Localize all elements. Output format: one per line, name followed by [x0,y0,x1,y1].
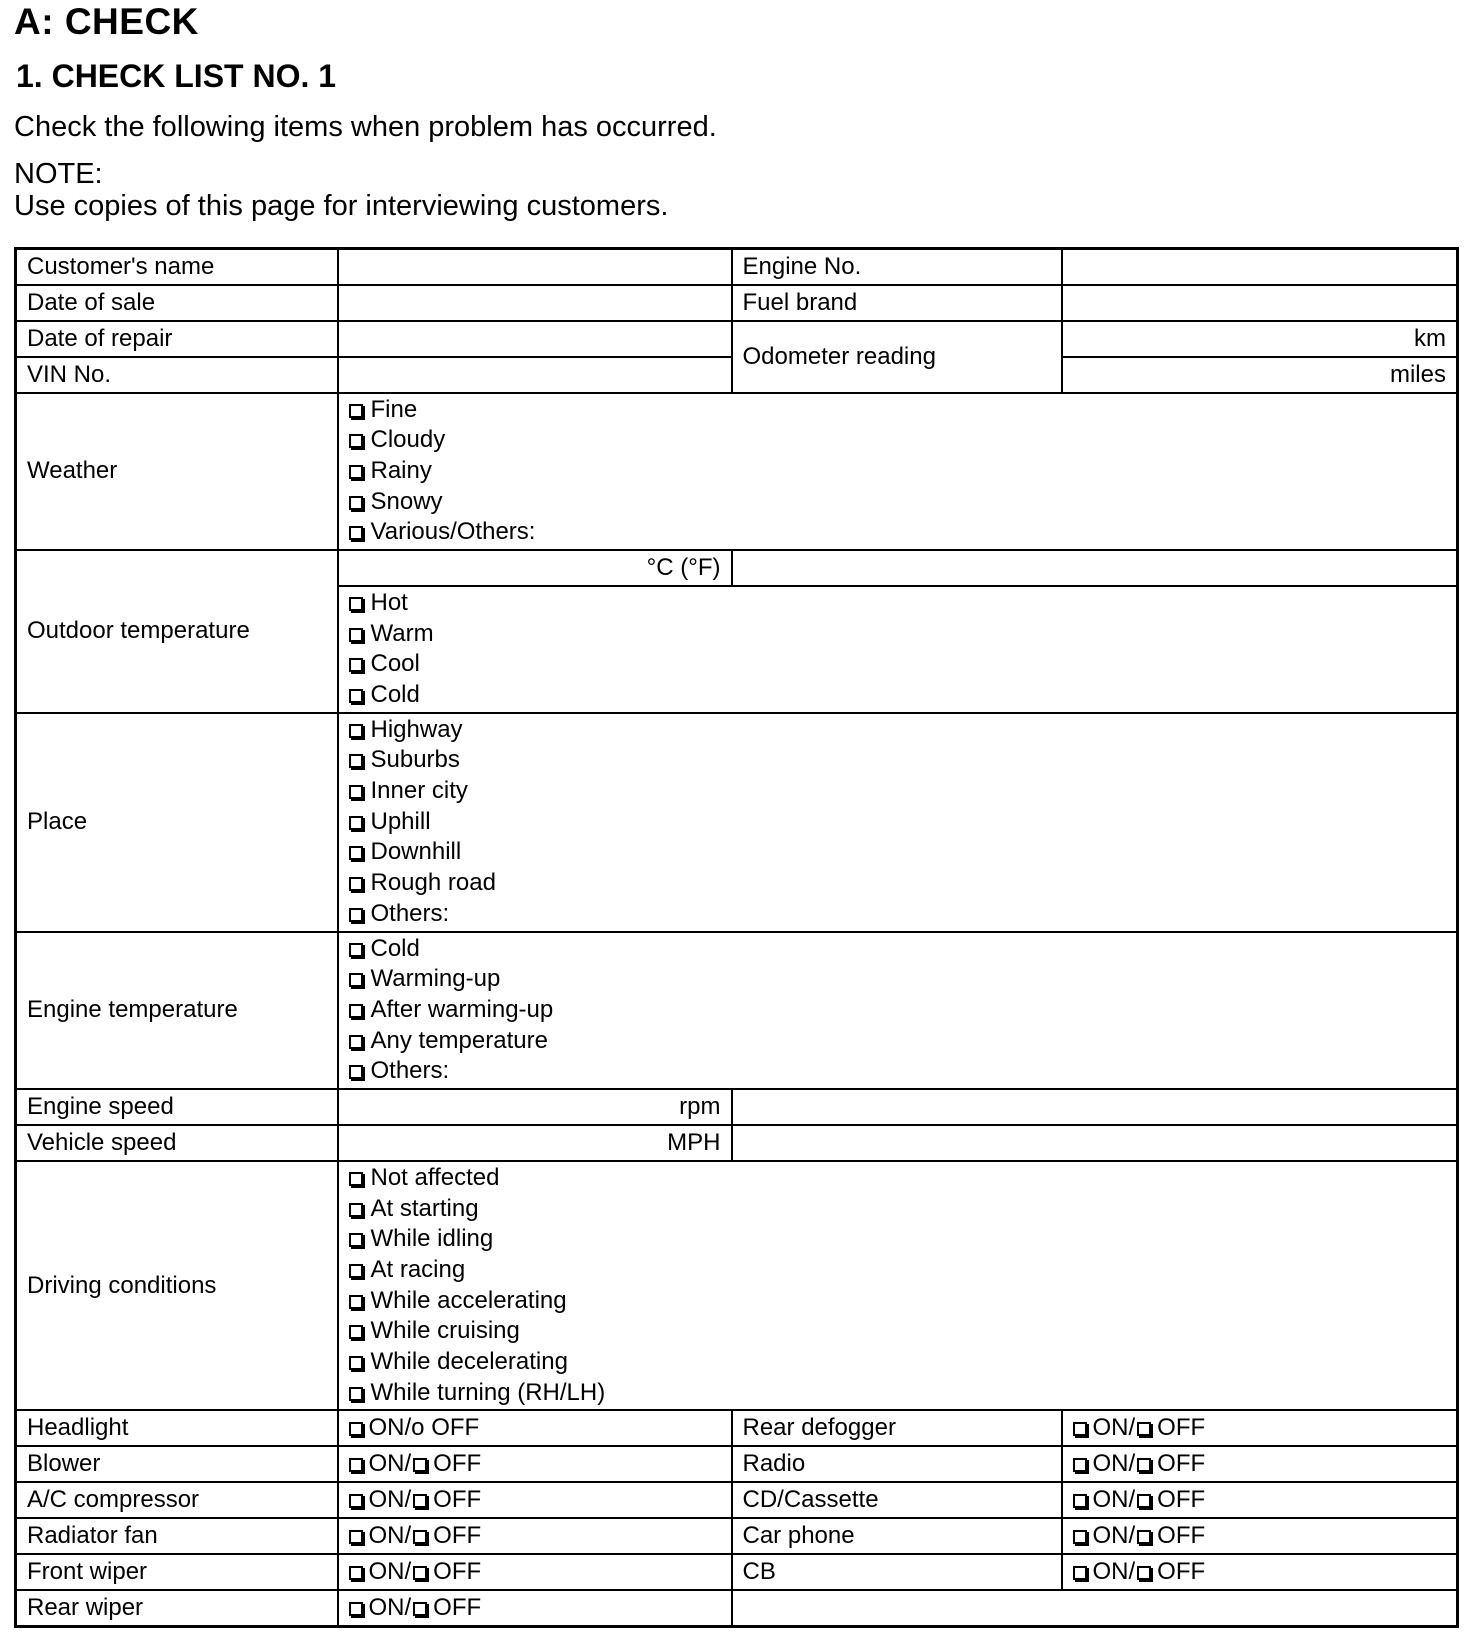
table-row [16,1446,1458,1482]
vehicle-speed-field[interactable]: MPH [338,1125,732,1161]
weather-option[interactable]: Rainy [349,456,1447,487]
checkbox-icon[interactable] [349,846,363,860]
checkbox-icon[interactable] [349,496,363,510]
table-row [16,1590,1458,1626]
checkbox-icon[interactable] [349,628,363,642]
driving-option[interactable]: Not affected [349,1163,1447,1194]
weather-options [338,393,1458,550]
checkbox-icon[interactable] [1073,1458,1087,1472]
checkbox-icon[interactable] [1137,1458,1151,1472]
date-of-repair-label: Date of repair [16,321,338,357]
checkbox-icon[interactable] [349,658,363,672]
radio-switch: ON/ OFF [1062,1446,1458,1482]
driving-conditions-options [338,1161,1458,1411]
outdoor-option[interactable]: Warm [349,619,1447,650]
outdoor-temperature-field[interactable]: °C (°F) [338,550,732,586]
cd-cassette-switch: ON/ OFF [1062,1482,1458,1518]
place-option[interactable]: Inner city [349,776,1447,807]
place-options [338,713,1458,932]
driving-option[interactable]: While decelerating [349,1347,1447,1378]
checkbox-icon[interactable] [413,1530,427,1544]
checkbox-icon[interactable] [349,785,363,799]
checkbox-icon[interactable] [413,1458,427,1472]
customer-name-field[interactable] [338,249,732,285]
checkbox-icon[interactable] [1073,1494,1087,1508]
rear-wiper-switch: ON/ OFF [338,1590,732,1626]
checkbox-icon[interactable] [349,1602,363,1616]
table-row [16,713,1458,932]
date-of-repair-field[interactable] [338,321,732,357]
place-option[interactable]: Highway [349,715,1447,746]
table-row [16,1410,1458,1446]
odometer-miles-field[interactable]: miles [1062,357,1458,393]
table-row [16,932,1458,1089]
checkbox-icon[interactable] [413,1566,427,1580]
checkbox-icon[interactable] [349,1035,363,1049]
checkbox-icon[interactable] [413,1602,427,1616]
rear-wiper-blank [732,1590,1458,1626]
car-phone-switch: ON/ OFF [1062,1518,1458,1554]
driving-option[interactable]: While turning (RH/LH) [349,1378,1447,1409]
table-row [16,1554,1458,1590]
checkbox-icon[interactable] [349,1295,363,1309]
checkbox-icon[interactable] [1137,1530,1151,1544]
checkbox-icon[interactable] [349,689,363,703]
engine-speed-blank [732,1089,1458,1125]
table-row [16,550,1458,586]
engine-temperature-option[interactable]: After warming-up [349,995,1447,1026]
checkbox-icon[interactable] [349,816,363,830]
car-phone-label: Car phone [732,1518,1062,1554]
outdoor-temperature-blank [732,550,1458,586]
blower-label: Blower [16,1446,338,1482]
engine-speed-label: Engine speed [16,1089,338,1125]
checkbox-icon[interactable] [349,526,363,540]
checkbox-icon[interactable] [349,1387,363,1401]
checkbox-icon[interactable] [349,1422,363,1436]
weather-option[interactable]: Fine [349,395,1447,426]
radio-label: Radio [732,1446,1062,1482]
outdoor-option[interactable]: Cold [349,680,1447,711]
engine-no-field[interactable] [1062,249,1458,285]
odometer-km-field[interactable]: km [1062,321,1458,357]
place-label: Place [16,713,338,932]
checkbox-icon[interactable] [349,1530,363,1544]
place-option[interactable]: Suburbs [349,745,1447,776]
date-of-sale-label: Date of sale [16,285,338,321]
cb-switch: ON/ OFF [1062,1554,1458,1590]
checkbox-icon[interactable] [1137,1422,1151,1436]
checkbox-icon[interactable] [349,465,363,479]
customer-name-label: Customer's name [16,249,338,285]
checkbox-icon[interactable] [349,1356,363,1370]
weather-label: Weather [16,393,338,550]
note-text: Use copies of this page for interviewing customers. [14,190,669,222]
intro-text: Check the following items when problem has occurred. [14,111,717,143]
checkbox-icon[interactable] [349,1566,363,1580]
engine-no-label: Engine No. [732,249,1062,285]
checkbox-icon[interactable] [349,754,363,768]
driving-option[interactable]: At starting [349,1194,1447,1225]
engine-temperature-option[interactable]: Any temperature [349,1026,1447,1057]
checkbox-icon[interactable] [1073,1530,1087,1544]
engine-temperature-label: Engine temperature [16,932,338,1089]
checkbox-icon[interactable] [349,1172,363,1186]
fuel-brand-label: Fuel brand [732,285,1062,321]
headlight-switch: ON/o OFF [338,1410,732,1446]
front-wiper-label: Front wiper [16,1554,338,1590]
outdoor-option[interactable]: Cool [349,649,1447,680]
cb-label: CB [732,1554,1062,1590]
date-of-sale-field[interactable] [338,285,732,321]
weather-option[interactable]: Snowy [349,487,1447,518]
ac-compressor-switch: ON/ OFF [338,1482,732,1518]
outdoor-options [338,586,1458,713]
table-row [16,1482,1458,1518]
driving-option[interactable]: At racing [349,1255,1447,1286]
place-option[interactable]: Others: [349,899,1447,930]
place-option[interactable]: Downhill [349,837,1447,868]
outdoor-option[interactable]: Hot [349,588,1447,619]
check-list-table [14,247,1459,1628]
checkbox-icon[interactable] [349,1494,363,1508]
ac-compressor-label: A/C compressor [16,1482,338,1518]
checkbox-icon[interactable] [413,1494,427,1508]
vehicle-speed-blank [732,1125,1458,1161]
driving-option[interactable]: While cruising [349,1316,1447,1347]
front-wiper-switch: ON/ OFF [338,1554,732,1590]
checkbox-icon[interactable] [349,597,363,611]
checkbox-icon[interactable] [349,877,363,891]
checkbox-icon[interactable] [349,724,363,738]
table-row [16,1089,1458,1125]
radiator-fan-switch: ON/ OFF [338,1518,732,1554]
odometer-reading-label: Odometer reading [732,321,1062,393]
checkbox-icon[interactable] [349,943,363,957]
weather-option[interactable]: Various/Others: [349,517,1447,548]
headlight-label: Headlight [16,1410,338,1446]
rear-defogger-switch: ON/ OFF [1062,1410,1458,1446]
place-option[interactable]: Rough road [349,868,1447,899]
driving-option[interactable]: While idling [349,1224,1447,1255]
engine-speed-field[interactable]: rpm [338,1089,732,1125]
cd-cassette-label: CD/Cassette [732,1482,1062,1518]
checkbox-icon[interactable] [349,1065,363,1079]
outdoor-temperature-label: Outdoor temperature [16,550,338,713]
checkbox-icon[interactable] [349,973,363,987]
table-row [16,1518,1458,1554]
checkbox-icon[interactable] [1073,1566,1087,1580]
table-row [16,321,1458,357]
driving-conditions-label: Driving conditions [16,1161,338,1411]
rear-wiper-label: Rear wiper [16,1590,338,1626]
vehicle-speed-label: Vehicle speed [16,1125,338,1161]
table-row [16,1161,1458,1411]
checkbox-icon[interactable] [349,404,363,418]
rear-defogger-label: Rear defogger [732,1410,1062,1446]
checkbox-icon[interactable] [1073,1422,1087,1436]
checkbox-icon[interactable] [349,434,363,448]
engine-temperature-option[interactable]: Cold [349,934,1447,965]
table-row [16,1125,1458,1161]
blower-switch: ON/ OFF [338,1446,732,1482]
radiator-fan-label: Radiator fan [16,1518,338,1554]
table-row [16,393,1458,550]
checkbox-icon[interactable] [349,1203,363,1217]
checkbox-icon[interactable] [1137,1494,1151,1508]
checkbox-icon[interactable] [349,1264,363,1278]
checkbox-icon[interactable] [349,1004,363,1018]
engine-temperature-option[interactable]: Others: [349,1056,1447,1087]
checkbox-icon[interactable] [1137,1566,1151,1580]
table-row [16,249,1458,285]
engine-temperature-option[interactable]: Warming-up [349,964,1447,995]
vin-no-label: VIN No. [16,357,338,393]
vin-no-field[interactable] [338,357,732,393]
checkbox-icon[interactable] [349,908,363,922]
checkbox-icon[interactable] [349,1233,363,1247]
driving-option[interactable]: While accelerating [349,1286,1447,1317]
checkbox-icon[interactable] [349,1458,363,1472]
place-option[interactable]: Uphill [349,807,1447,838]
note-label: NOTE: [14,158,103,190]
weather-option[interactable]: Cloudy [349,425,1447,456]
checkbox-icon[interactable] [349,1325,363,1339]
table-row [16,285,1458,321]
subsection-title: 1. CHECK LIST NO. 1 [16,58,337,94]
fuel-brand-field[interactable] [1062,285,1458,321]
section-title: A: CHECK [14,1,199,42]
engine-temperature-options [338,932,1458,1089]
